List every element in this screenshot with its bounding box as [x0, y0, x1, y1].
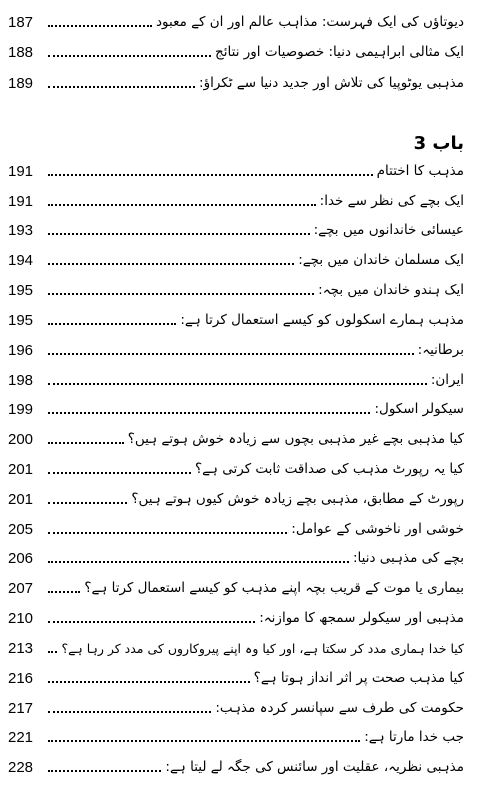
page-number: 187	[8, 13, 34, 31]
page-number: 228	[8, 758, 34, 776]
page-number: 191	[8, 162, 34, 180]
entry-title: ایک مسلمان خاندان میں بچے:	[298, 252, 464, 268]
page-number: 199	[8, 400, 34, 418]
dot-leader	[48, 442, 124, 444]
page-number: 193	[8, 221, 34, 239]
chapter-heading: باب 3	[413, 133, 464, 154]
entry-title: ایک بچے کی نظر سے خدا:	[319, 193, 464, 209]
toc-entry	[8, 159, 464, 183]
toc-entry	[8, 368, 464, 392]
toc-entry	[8, 278, 464, 302]
entry-title: کیا مذہب صحت پر اثر انداز ہوتا ہے؟	[253, 670, 464, 686]
page-number: 188	[8, 43, 34, 61]
page-number: 213	[8, 639, 34, 657]
toc-entry	[8, 666, 464, 690]
page-number: 221	[8, 728, 34, 746]
page-number: 201	[8, 490, 34, 508]
dot-leader	[48, 263, 294, 265]
entry-title: حکومت کی طرف سے سپانسر کردہ مذہب:	[215, 700, 464, 716]
page-number: 195	[8, 281, 34, 299]
page-number: 194	[8, 251, 34, 269]
page-number: 200	[8, 430, 34, 448]
dot-leader	[48, 502, 127, 504]
toc-entry	[8, 457, 464, 481]
toc-entry	[8, 636, 464, 660]
entry-title: ایک ہندو خاندان میں بچہ:	[318, 282, 464, 298]
dot-leader	[48, 621, 255, 623]
entry-title: مذہب ہمارے اسکولوں کو کیسے استعمال کرتا ہے:	[180, 312, 464, 328]
entry-title: مذہبی نظریہ، عقلیت اور سائنس کی جگہ لے لیتا ہے:	[165, 759, 464, 775]
dot-leader	[48, 472, 191, 474]
toc-entry	[8, 725, 464, 749]
entry-title: مذہب کا اختتام	[376, 163, 464, 179]
dot-leader	[48, 383, 427, 385]
toc-entry	[8, 517, 464, 541]
page-number: 196	[8, 341, 34, 359]
dot-leader	[48, 740, 360, 742]
page-number: 206	[8, 549, 34, 567]
dot-leader	[48, 204, 316, 206]
toc-entry	[8, 576, 464, 600]
entry-title: برطانیہ:	[417, 342, 464, 358]
entry-title: ایک مثالی ابراہیمی دنیا: خصوصیات اور نتائج	[215, 44, 464, 60]
dot-leader	[48, 681, 250, 683]
toc-entry	[8, 546, 464, 570]
toc-entry	[8, 218, 464, 242]
toc-entry	[8, 427, 464, 451]
dot-leader	[48, 412, 370, 414]
page-number: 205	[8, 520, 34, 538]
page-number: 189	[8, 74, 34, 92]
toc-entry	[8, 308, 464, 332]
entry-title: رپورٹ کے مطابق، مذہبی بچے زیادہ خوش کیوں ہوتے ہیں؟	[131, 491, 464, 507]
dot-leader	[48, 770, 161, 772]
entry-title: ایران:	[430, 372, 464, 388]
toc-entry	[8, 397, 464, 421]
entry-title: سیکولر اسکول:	[374, 401, 464, 417]
dot-leader	[48, 651, 57, 653]
dot-leader	[48, 233, 310, 235]
toc-entry	[8, 696, 464, 720]
page-number: 207	[8, 579, 34, 597]
toc-entry	[8, 71, 464, 95]
entry-title: دیوتاؤں کی ایک فہرست: مذاہب عالم اور ان کے معبود	[156, 14, 464, 30]
toc-entry	[8, 189, 464, 213]
dot-leader	[48, 174, 373, 176]
page-number: 191	[8, 192, 34, 210]
toc-entry	[8, 487, 464, 511]
toc-entry	[8, 755, 464, 779]
toc-entry	[8, 338, 464, 362]
dot-leader	[48, 353, 414, 355]
toc-entry	[8, 10, 464, 34]
page-number: 217	[8, 699, 34, 717]
entry-title: بچے کی مذہبی دنیا:	[353, 550, 464, 566]
entry-title: مذہبی اور سیکولر سمجھ کا موازنہ:	[259, 610, 464, 626]
page-number: 198	[8, 371, 34, 389]
entry-title: عیسائی خاندانوں میں بچے:	[313, 222, 464, 238]
page-number: 201	[8, 460, 34, 478]
dot-leader	[48, 293, 314, 295]
page-number: 210	[8, 609, 34, 627]
dot-leader	[48, 25, 152, 27]
entry-title: خوشی اور ناخوشی کے عوامل:	[291, 521, 464, 537]
page-number: 216	[8, 669, 34, 687]
dot-leader	[48, 711, 211, 713]
entry-title: کیا مذہبی بچے غیر مذہبی بچوں سے زیادہ خوش ہوتے ہیں؟	[127, 431, 464, 447]
dot-leader	[48, 323, 176, 325]
dot-leader	[48, 561, 349, 563]
page-number: 195	[8, 311, 34, 329]
entry-title: مذہبی یوٹوپیا کی تلاش اور جدید دنیا سے ٹکراؤ:	[199, 75, 464, 91]
toc-entry	[8, 606, 464, 630]
dot-leader	[48, 86, 195, 88]
dot-leader	[48, 532, 287, 534]
entry-title: کیا خدا ہماری مدد کر سکتا ہے، اور کیا وہ اپنے پیروکاروں کی مدد کر رہا ہے؟	[61, 640, 464, 656]
dot-leader	[48, 591, 80, 593]
dot-leader	[48, 55, 211, 57]
toc-entry	[8, 248, 464, 272]
entry-title: جب خدا مارتا ہے:	[364, 729, 464, 745]
toc-entry	[8, 40, 464, 64]
entry-title: کیا یہ رپورٹ مذہب کی صداقت ثابت کرتی ہے؟	[194, 461, 464, 477]
entry-title: بیماری یا موت کے قریب بچہ اپنے مذہب کو کیسے استعمال کرتا ہے؟	[84, 580, 464, 596]
